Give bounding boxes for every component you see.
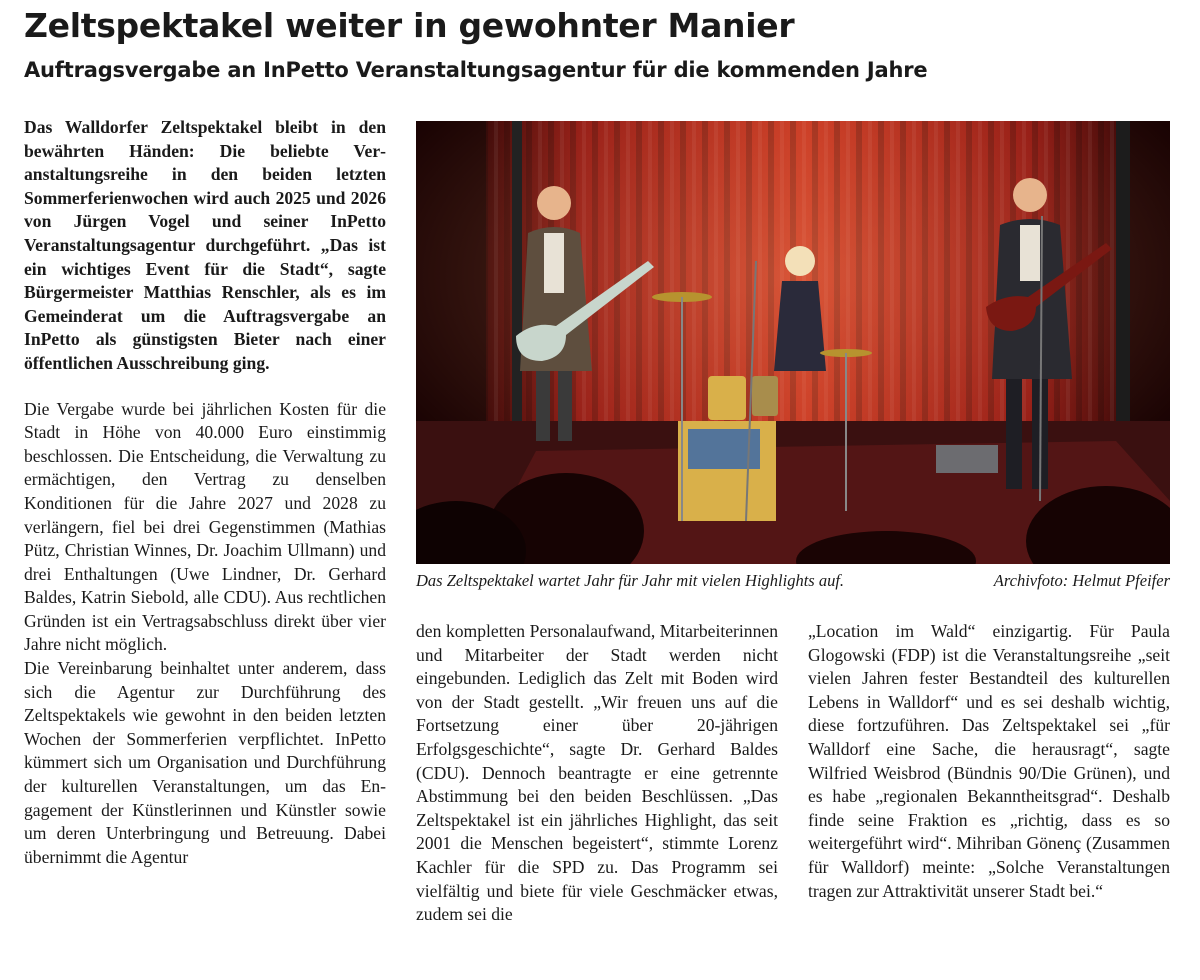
photo-credit: Archivfoto: Helmut Pfeifer (993, 571, 1170, 590)
body-paragraph: den kompletten Personalaufwand, Mitarbeiterinnen und Mitarbeiter der Stadt werden nicht eingebunden. Lediglich das Zelt mit Boden wird von der Stadt gestellt. „Wir freuen uns auf die Fortsetzung einer über 20-jährigen Erfolgsgeschichte“, sagte Dr. Gerhard Baldes (CDU). Dennoch beantragte er eine getrennte Abstimmung bei den beiden Beschlüssen. „Das Zeltspektakel ist ein jährliches Highlight, das seit 2001 die Menschen begeistert“, stimmte Lorenz Kachler für die SPD zu. Das Programm sei vielfältig und biete für viele Geschmäcker etwas, zudem sei die (416, 621, 778, 925)
photo-caption (416, 570, 1170, 592)
column-3 (808, 620, 1170, 903)
body-paragraph: „Location im Wald“ einzigartig. Für Paula Glogowski (FDP) ist die Veranstaltungsreihe „seit vielen Jahren fester Bestandteil des kulturellen Lebens in Walldorf“ und es sei deshalb wichtig, diese fortzuführen. Das Zeltspektakel sei „für Walldorf eine Sache, die herausragt“, sagte Wilfried Weisbrod (Bündnis 90/Die Grünen), und es habe „regionalen Bekanntheitsgrad“. Deshalb finde seine Fraktion es „richtig, dass es so weitergeführt wird“. Mihriban Gönenç (Zusammen für Walldorf) meinte: „Solche Veranstaltungen tragen zur Attraktivität unserer Stadt bei.“ (808, 621, 1170, 901)
column-2 (416, 620, 778, 927)
body-paragraph: Die Vergabe wurde bei jährlichen Kosten für die Stadt in Höhe von 40.000 Euro einstimmig beschlossen. Die Entscheidung, die Verwaltung zu ermächtigen, den Vertrag zu denselben Konditionen für die Jahre 2027 und 2028 zu verlängern, fiel bei drei Gegenstimmen (Mathias Pütz, Christian Winnes, Dr. Joachim Ullmann) und drei Enthaltungen (Uwe Lindner, Dr. Gerhard Baldes, Katrin Siebold, alle CDU). Aus rechtlichen Gründen ist ein Vertragsabschluss direkt über vier Jahre nicht möglich. (24, 398, 386, 655)
headline: Zeltspektakel weiter in gewohnter Manier (24, 6, 795, 45)
lead-paragraph: Das Walldorfer Zeltspektakel bleibt in den bewährten Händen: Die beliebte Veranstaltungsreihe in den beiden letzten Sommerferienwochen wird auch 2025 und 2026 von Jürgen Vogel und seiner InPetto Veranstaltungsagentur durchgeführt. „Das ist ein wichtiges Event für die Stadt“, sagte Bürgermeister Matthias Renschler, als es im Gemeinderat um die Auftragsvergabe an InPetto als günstigsten Bieter nach einer öffentlichen Ausschreibung ging. (24, 117, 386, 373)
column-1 (24, 116, 386, 869)
caption-text: Das Zeltspektakel wartet Jahr für Jahr mit vielen Highlights auf. (416, 571, 845, 590)
body-paragraph: Die Vereinbarung beinhaltet unter anderem, dass sich die Agentur zur Durchführung des Zeltspektakels wie gewohnt in den beiden letzten Wochen der Sommerferien verpflichtet. InPetto kümmert sich um Organisation und Durchführung der kulturellen Veranstaltungen, um das Engagement der Künstlerinnen und Künstler sowie um deren Unterbringung und Betreuung. Dabei übernimmt die Agentur (24, 658, 386, 867)
concert-photo (416, 121, 1170, 564)
subheadline: Auftragsvergabe an InPetto Veranstaltungsagentur für die kommenden Jahre (24, 58, 928, 82)
